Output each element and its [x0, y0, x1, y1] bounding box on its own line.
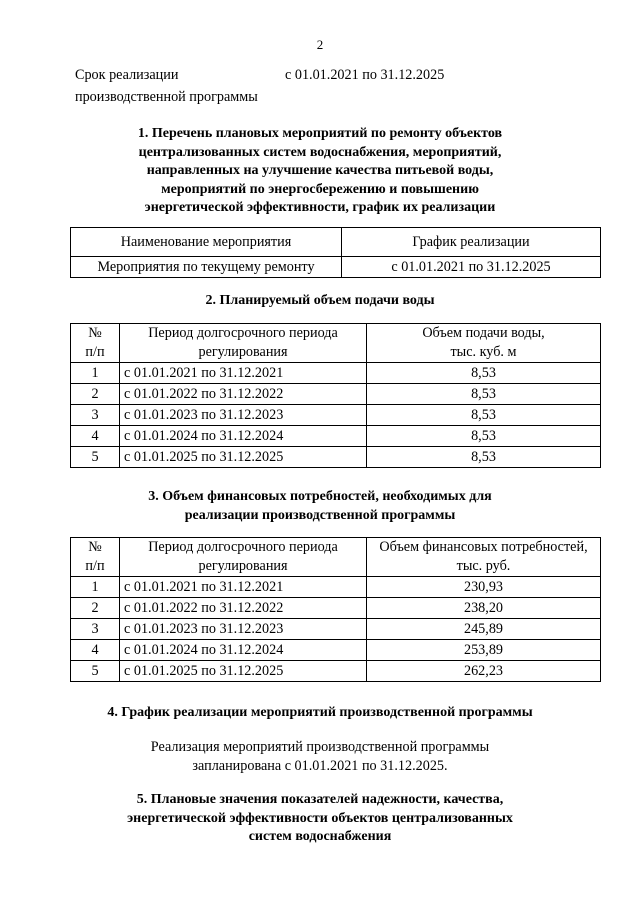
section-2-title	[0, 292, 640, 311]
table-header-row	[71, 538, 601, 577]
header-cell-value: Объем финансовых потребностей, тыс. руб.	[367, 538, 601, 577]
table-cell: с 01.01.2021 по 31.12.2025	[342, 257, 601, 278]
term-label-line: производственной программы	[75, 89, 258, 105]
table-row	[71, 363, 601, 384]
header-cell-period: Период долгосрочного периода регулирования	[120, 324, 367, 363]
table-cell: с 01.01.2024 по 31.12.2024	[120, 640, 367, 661]
table-cell: с 01.01.2021 по 31.12.2021	[120, 577, 367, 598]
header-cell-period: Период долгосрочного периода регулирования	[120, 538, 367, 577]
title-line: мероприятий по энергосбережению и повышению	[161, 181, 479, 197]
table-cell: 238,20	[367, 598, 601, 619]
table-row	[71, 598, 601, 619]
text-line: Реализация мероприятий производственной программы	[150, 739, 490, 755]
section-3-title	[0, 488, 640, 525]
table-cell: с 01.01.2023 по 31.12.2023	[120, 619, 367, 640]
table-row	[71, 447, 601, 468]
table-cell: 5	[71, 447, 120, 468]
table-cell: 230,93	[367, 577, 601, 598]
water-supply-table	[70, 323, 601, 468]
table-row	[71, 405, 601, 426]
title-line: 5. Плановые значения показателей надежности, качества,	[136, 792, 504, 807]
header-cell-number: № п/п	[71, 538, 120, 577]
table-cell: 2	[71, 598, 120, 619]
table-row	[71, 257, 601, 278]
table-cell: 3	[71, 405, 120, 426]
table-row	[71, 619, 601, 640]
table-cell: 1	[71, 363, 120, 384]
table-cell: 245,89	[367, 619, 601, 640]
term-label-line: Срок реализации	[75, 67, 179, 83]
table-cell: 2	[71, 384, 120, 405]
table-header-row	[71, 228, 601, 257]
table-cell: 3	[71, 619, 120, 640]
term-value: с 01.01.2021 по 31.12.2025	[285, 67, 445, 83]
table-cell: с 01.01.2025 по 31.12.2025	[120, 661, 367, 682]
title-line: централизованных систем водоснабжения, мероприятий,	[138, 144, 502, 160]
table-cell: с 01.01.2024 по 31.12.2024	[120, 426, 367, 447]
table-cell: 4	[71, 426, 120, 447]
header-cell: Наименование мероприятия	[71, 228, 342, 257]
section-4-text	[0, 738, 640, 776]
title-line: энергетической эффективности, график их реализации	[144, 200, 496, 215]
table-row	[71, 426, 601, 447]
table-cell: 4	[71, 640, 120, 661]
measures-table	[70, 227, 601, 278]
title-line: 4. График реализации мероприятий производственной программы	[107, 705, 533, 720]
header-cell: График реализации	[342, 228, 601, 257]
table-cell: 1	[71, 577, 120, 598]
table-cell: Мероприятия по текущему ремонту	[71, 257, 342, 278]
header-cell-number: № п/п	[71, 324, 120, 363]
section-4-title	[0, 704, 640, 723]
section-5-title	[0, 791, 640, 847]
title-line: реализации производственной программы	[184, 507, 456, 523]
table-cell: 262,23	[367, 661, 601, 682]
table-cell: с 01.01.2023 по 31.12.2023	[120, 405, 367, 426]
table-cell: 5	[71, 661, 120, 682]
section-1-title	[0, 125, 640, 218]
table-cell: 253,89	[367, 640, 601, 661]
table-row	[71, 384, 601, 405]
table-cell: с 01.01.2022 по 31.12.2022	[120, 384, 367, 405]
term-label	[75, 64, 285, 108]
header-cell-value: Объем подачи воды, тыс. куб. м	[367, 324, 601, 363]
table-row	[71, 640, 601, 661]
title-line: направленных на улучшение качества питьевой воды,	[146, 163, 494, 178]
financial-needs-table	[70, 537, 601, 682]
table-cell: 8,53	[367, 363, 601, 384]
table-cell: 8,53	[367, 405, 601, 426]
page-number: 2	[316, 37, 324, 52]
table-cell: 8,53	[367, 426, 601, 447]
table-cell: с 01.01.2021 по 31.12.2021	[120, 363, 367, 384]
title-line: 3. Объем финансовых потребностей, необходимых для	[148, 489, 492, 504]
table-row	[71, 577, 601, 598]
title-line: 2. Планируемый объем подачи воды	[205, 293, 435, 308]
table-cell: 8,53	[367, 447, 601, 468]
table-cell: с 01.01.2022 по 31.12.2022	[120, 598, 367, 619]
table-header-row	[71, 324, 601, 363]
table-row	[71, 661, 601, 682]
title-line: энергетической эффективности объектов централизованных	[127, 810, 513, 826]
title-line: 1. Перечень плановых мероприятий по ремонту объектов	[137, 126, 503, 141]
text-line: запланирована с 01.01.2021 по 31.12.2025.	[192, 758, 448, 774]
title-line: систем водоснабжения	[248, 829, 392, 844]
table-cell: 8,53	[367, 384, 601, 405]
table-cell: с 01.01.2025 по 31.12.2025	[120, 447, 367, 468]
